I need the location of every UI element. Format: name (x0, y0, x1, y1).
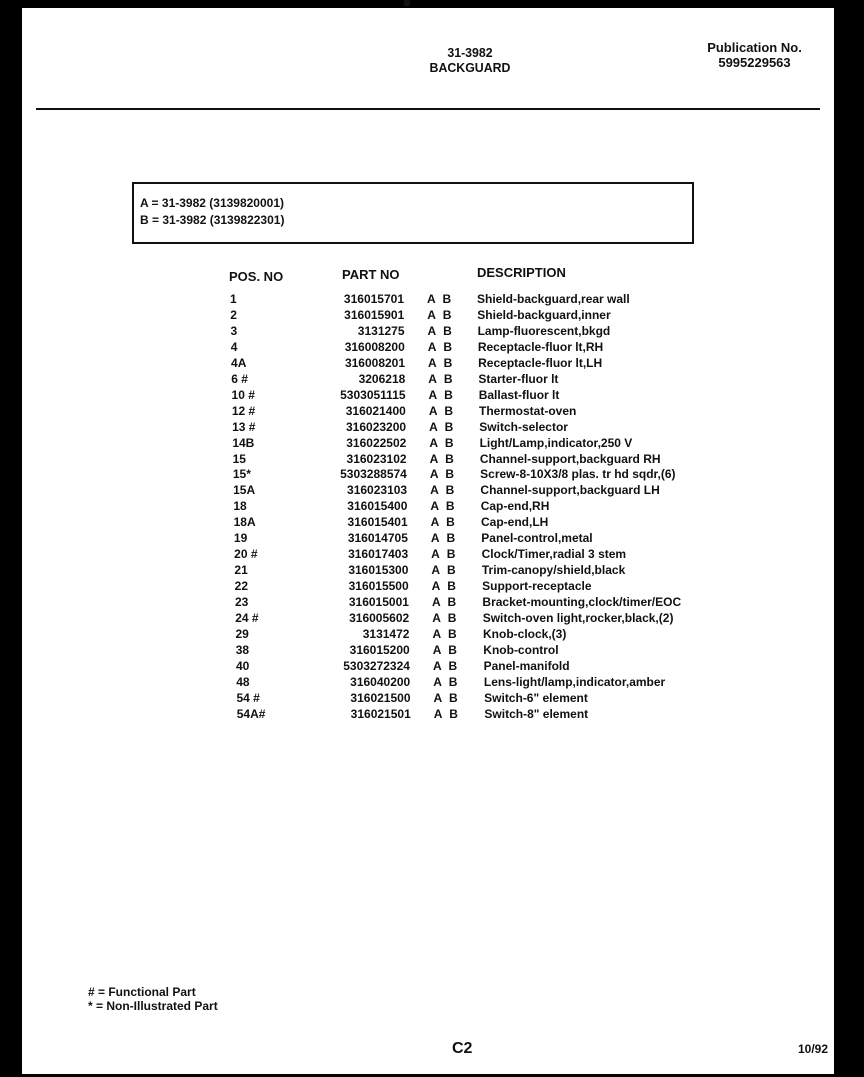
table-row (22, 563, 834, 579)
pos-no-cell: 22 (234, 579, 249, 594)
model-applicability-cell: A B (431, 595, 457, 610)
model-applicability-cell: A B (427, 339, 452, 354)
table-row (22, 675, 834, 691)
description-cell: Light/Lamp,indicator,250 V (479, 435, 633, 450)
description-cell: Ballast-fluor lt (478, 387, 560, 402)
table-row (22, 324, 834, 340)
publication-number: 5995229563 (718, 55, 791, 70)
table-row (22, 643, 834, 659)
description-cell: Shield-backguard,rear wall (477, 292, 630, 306)
pos-no-cell: 15A (233, 483, 256, 498)
part-no-cell: 3131275 (357, 323, 405, 338)
table-row (22, 404, 834, 420)
model-applicability-cell: A B (428, 371, 453, 386)
model-applicability-cell: A B (431, 547, 456, 562)
part-no-cell: 316015500 (348, 579, 409, 594)
model-key-b: B = 31-3982 (3139822301) (140, 213, 285, 227)
description-cell: Support-receptacle (482, 579, 592, 594)
description-cell: Knob-clock,(3) (483, 626, 567, 641)
description-cell: Channel-support,backguard LH (480, 483, 660, 498)
pos-no-cell: 3 (230, 323, 238, 338)
header-divider (36, 108, 820, 110)
revision-date: 10/92 (798, 1042, 829, 1056)
table-row (22, 579, 834, 595)
pos-no-cell: 15* (232, 467, 251, 482)
model-applicability-cell: A B (432, 611, 457, 625)
pos-no-cell: 54A# (236, 706, 266, 721)
pos-no-cell: 13 # (232, 419, 256, 434)
part-no-cell: 316014705 (347, 531, 408, 546)
description-cell: Channel-support,backguard RH (479, 451, 661, 466)
model-applicability-cell: A B (431, 579, 456, 594)
model-applicability-cell: A B (430, 531, 456, 546)
pos-no-cell: 15 (232, 451, 246, 466)
pos-no-cell: 1 (230, 292, 237, 306)
pos-no-cell: 4A (231, 355, 247, 370)
table-row (22, 707, 834, 723)
model-applicability-cell: A B (427, 307, 452, 322)
model-applicability-cell: A B (432, 626, 457, 641)
part-no-cell: 316017403 (348, 547, 409, 562)
table-row (22, 595, 834, 611)
model-applicability-cell: A B (430, 483, 455, 498)
model-applicability-cell: A B (432, 642, 457, 657)
description-cell: Clock/Timer,radial 3 stem (481, 547, 627, 562)
table-row (22, 691, 834, 707)
part-no-cell: 5303051115 (340, 387, 406, 402)
description-cell: Thermostat-oven (479, 403, 577, 418)
pos-no-cell: 18 (233, 499, 247, 514)
description-cell: Panel-control,metal (481, 531, 593, 546)
model-applicability-cell: A B (433, 690, 458, 705)
description-cell: Panel-manifold (483, 658, 570, 673)
part-no-cell: 316005602 (349, 611, 410, 625)
description-cell: Shield-backguard,inner (477, 307, 611, 322)
column-header-description: DESCRIPTION (477, 265, 566, 280)
pos-no-cell: 19 (233, 531, 248, 546)
page-header-title (413, 45, 527, 75)
part-no-cell: 5303288574 (340, 467, 407, 482)
pos-no-cell: 38 (235, 642, 250, 657)
part-no-cell: 316021501 (350, 706, 411, 721)
table-row (22, 356, 834, 372)
part-no-cell: 316040200 (350, 674, 411, 689)
model-applicability-cell: A B (427, 292, 452, 306)
description-cell: Knob-control (483, 642, 559, 657)
description-cell: Cap-end,RH (480, 499, 550, 514)
pos-no-cell: 20 # (234, 547, 258, 562)
model-applicability-cell: A B (428, 387, 453, 402)
model-applicability-cell: A B (428, 355, 453, 370)
model-applicability-cell: A B (433, 674, 458, 689)
table-row (22, 467, 834, 483)
model-key-a: A = 31-3982 (3139820001) (140, 196, 284, 210)
part-no-cell: 316023103 (347, 483, 408, 498)
model-key-box (132, 182, 694, 244)
publication-label: Publication No. (707, 40, 802, 55)
pos-no-cell: 18A (233, 515, 256, 530)
part-no-cell: 3131472 (362, 626, 410, 641)
description-cell: Receptacle-fluor lt,LH (478, 355, 603, 370)
page-code: C2 (452, 1040, 473, 1057)
part-no-cell: 316015400 (347, 499, 408, 514)
description-cell: Switch-8" element (484, 706, 589, 721)
table-row (22, 420, 834, 436)
pos-no-cell: 48 (236, 674, 250, 689)
parts-list-page (22, 8, 834, 1074)
pos-no-cell: 29 (235, 626, 249, 641)
registration-mark (404, 0, 410, 6)
model-applicability-cell: A B (430, 499, 455, 514)
legend-functional: # = Functional Part (88, 985, 196, 999)
table-row (22, 308, 834, 324)
part-no-cell: 316015300 (348, 563, 409, 578)
description-cell: Starter-fluor lt (478, 371, 559, 386)
model-applicability-cell: A B (431, 563, 456, 578)
table-row (22, 436, 834, 452)
pos-no-cell: 12 # (231, 403, 256, 418)
model-applicability-cell: A B (429, 467, 455, 482)
column-header-part: PART NO (342, 267, 400, 282)
table-row (22, 611, 834, 627)
table-row (22, 292, 834, 308)
pos-no-cell: 10 # (231, 387, 255, 402)
description-cell: Switch-6" element (484, 690, 588, 705)
table-row (22, 388, 834, 404)
part-no-cell: 316021500 (350, 690, 411, 705)
model-applicability-cell: A B (429, 451, 454, 466)
pos-no-cell: 6 # (231, 371, 248, 386)
description-cell: Lamp-fluorescent,bkgd (477, 323, 611, 338)
model-applicability-cell: A B (428, 403, 454, 418)
pos-no-cell: 4 (230, 339, 238, 354)
part-no-cell: 316015901 (344, 307, 405, 322)
description-cell: Switch-selector (479, 419, 568, 434)
part-no-cell: 316023200 (346, 419, 407, 434)
pos-no-cell: 40 (235, 658, 250, 673)
part-no-cell: 316015701 (343, 292, 404, 306)
pos-no-cell: 23 (234, 595, 249, 610)
pos-no-cell: 54 # (236, 690, 260, 705)
part-no-cell: 316015200 (349, 642, 410, 657)
pos-no-cell: 2 (230, 307, 237, 322)
description-cell: Lens-light/lamp,indicator,amber (483, 674, 666, 689)
description-cell: Cap-end,LH (481, 515, 549, 530)
part-no-cell: 316008201 (344, 355, 406, 370)
part-no-cell: 316023102 (346, 451, 407, 466)
description-cell: Bracket-mounting,clock/timer/EOC (482, 595, 682, 610)
part-no-cell: 316015001 (348, 595, 409, 610)
table-row (22, 452, 834, 468)
pos-no-cell: 14B (232, 435, 255, 450)
table-row (22, 547, 834, 563)
column-header-pos: POS. NO (229, 269, 284, 284)
description-cell: Trim-canopy/shield,black (481, 563, 626, 578)
model-applicability-cell: A B (429, 435, 454, 450)
table-row (22, 340, 834, 356)
table-row (22, 515, 834, 531)
part-no-cell: 316022502 (346, 435, 407, 450)
model-applicability-cell: A B (433, 706, 458, 721)
table-row (22, 627, 834, 643)
model-number: 31-3982 (447, 45, 493, 60)
legend-non-illustrated: * = Non-Illustrated Part (88, 999, 218, 1013)
part-no-cell: 316015401 (347, 515, 408, 530)
part-no-cell: 5303272324 (343, 658, 410, 673)
part-no-cell: 316008200 (344, 339, 405, 354)
table-row (22, 483, 834, 499)
pos-no-cell: 24 # (235, 611, 259, 625)
pos-no-cell: 21 (234, 563, 248, 578)
model-applicability-cell: A B (432, 658, 458, 673)
table-row (22, 372, 834, 388)
table-row (22, 499, 834, 515)
description-cell: Switch-oven light,rocker,black,(2) (482, 611, 674, 625)
model-applicability-cell: A B (429, 419, 454, 434)
table-row (22, 659, 834, 675)
model-applicability-cell: A B (430, 515, 455, 530)
part-no-cell: 3206218 (358, 371, 406, 386)
part-no-cell: 316021400 (345, 403, 406, 418)
section-title: BACKGUARD (429, 60, 511, 75)
model-applicability-cell: A B (427, 323, 452, 338)
description-cell: Receptacle-fluor lt,RH (477, 339, 604, 354)
publication-info (697, 40, 812, 70)
description-cell: Screw-8-10X3/8 plas. tr hd sqdr,(6) (480, 467, 676, 482)
table-row (22, 531, 834, 547)
